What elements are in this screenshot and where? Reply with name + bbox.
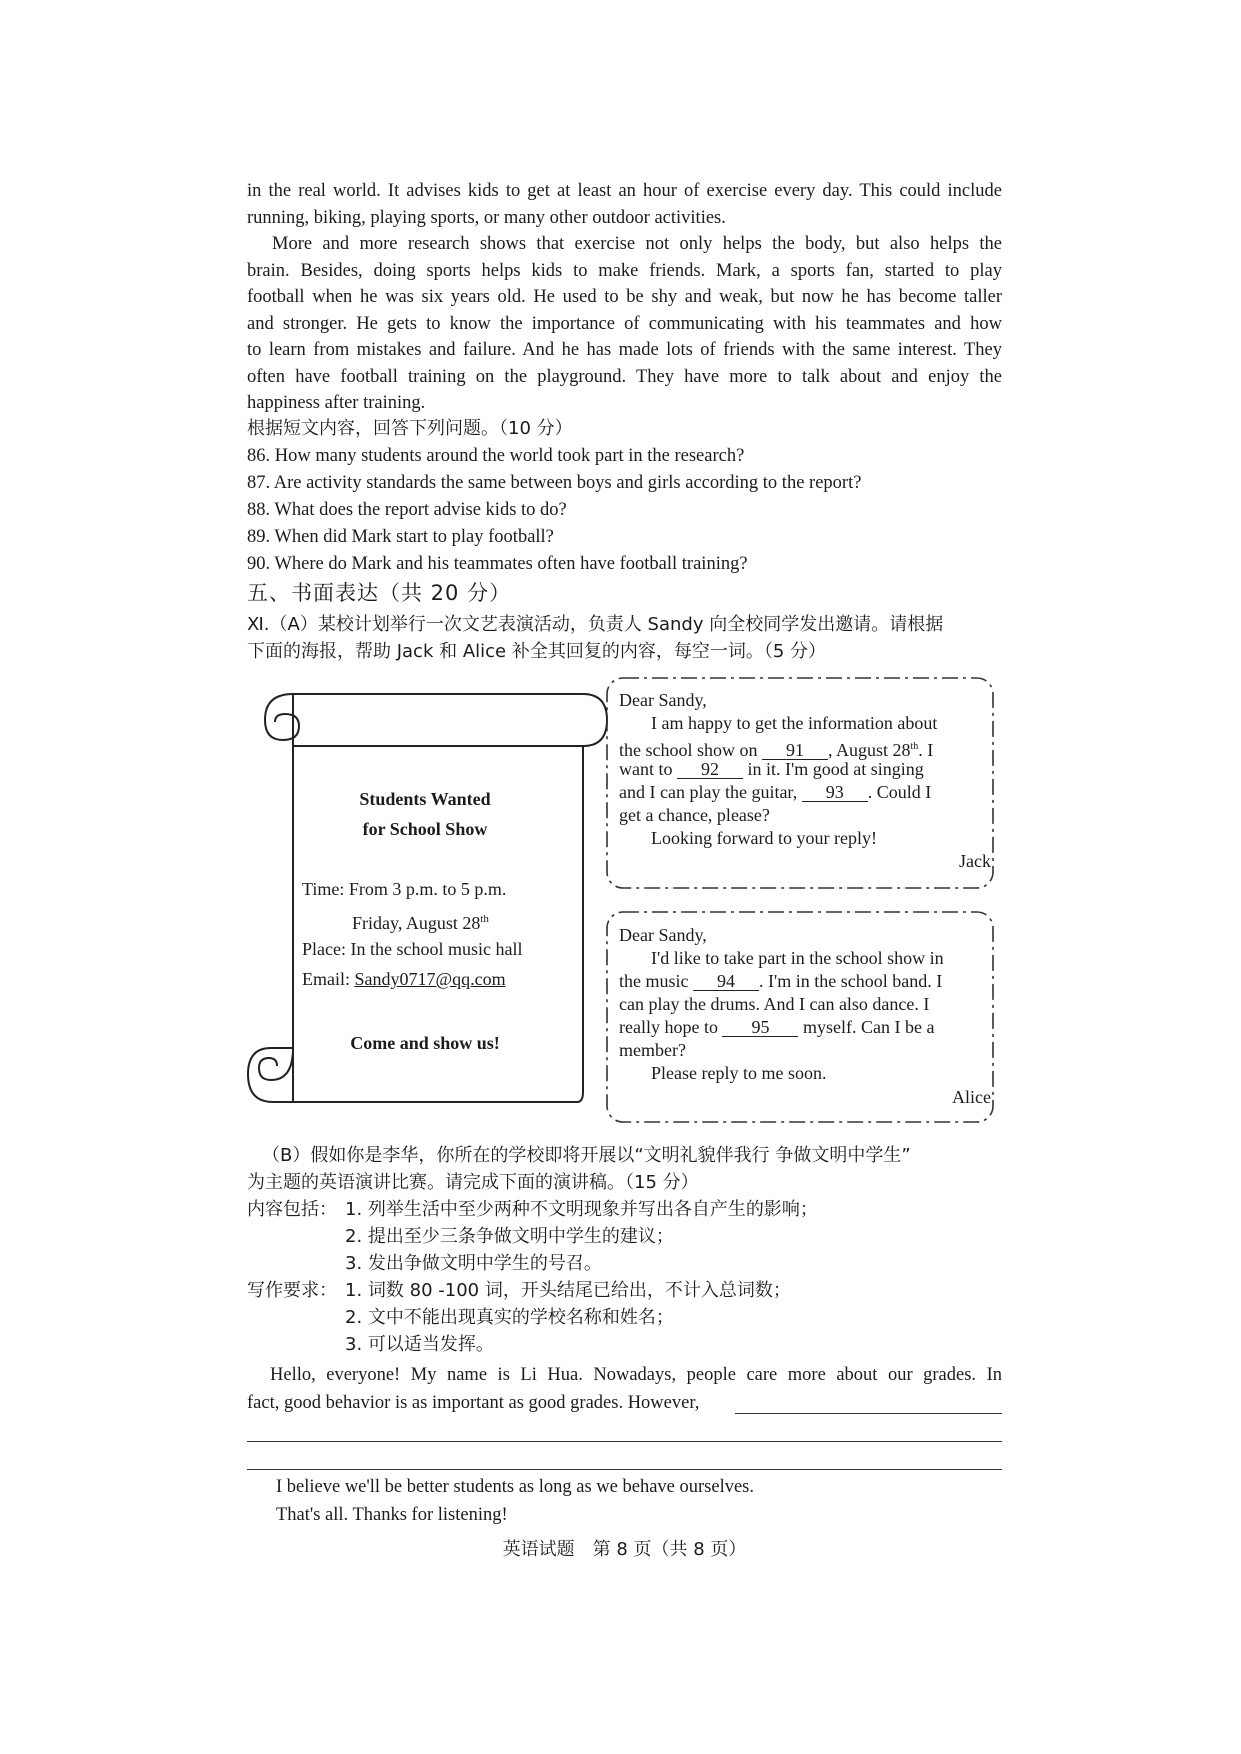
jack-line-text: in it. I'm good at singing <box>747 759 924 779</box>
poster-slogan: Come and show us! <box>350 1033 500 1053</box>
content-item: 1. 列举生活中至少两种不文明现象并写出各自产生的影响； <box>345 1199 818 1220</box>
poster-place: Place: In the school music hall <box>302 939 523 959</box>
jack-line-text: and I can play the guitar, <box>619 782 798 802</box>
essay-start: fact, good behavior is as important as good grades. However, <box>247 1393 700 1413</box>
content-label: 内容包括： <box>247 1199 337 1220</box>
alice-line-text: the music <box>619 971 689 991</box>
poster-email-label: Email: <box>302 969 355 989</box>
jack-line-text: , August 28 <box>828 740 911 760</box>
poster-email-link[interactable]: Sandy0717@qq.com <box>354 969 506 989</box>
part-b-instruction: 为主题的英语演讲比赛。请完成下面的演讲稿。（15 分） <box>247 1172 699 1193</box>
jack-line: I am happy to get the information about <box>651 713 938 733</box>
essay-start: Hello, everyone! My name is Li Hua. Nowadays, people care more about our grades. In <box>270 1365 1002 1385</box>
alice-line-text: . I'm in the school band. I <box>759 971 943 991</box>
question-90: 90. Where do Mark and his teammates often have football training? <box>247 554 748 574</box>
requirement-item: 1. 词数 80 -100 词，开头结尾已给出，不计入总词数； <box>345 1280 791 1301</box>
alice-line: I'd like to take part in the school show in <box>651 948 944 968</box>
passage-line: happiness after training. <box>247 393 426 413</box>
content-item: 3. 发出争做文明中学生的号召。 <box>345 1253 602 1274</box>
question-86: 86. How many students around the world took part in the research? <box>247 446 745 466</box>
essay-end: I believe we'll be better students as long as we behave ourselves. <box>276 1477 755 1497</box>
alice-line: member? <box>619 1040 686 1060</box>
alice-signature: Alice <box>952 1087 991 1107</box>
jack-greeting: Dear Sandy, <box>619 690 707 710</box>
alice-line <box>619 970 991 994</box>
passage-line: to learn from mistakes and failure. And he has made lots of friends with the same interest. They <box>247 340 1002 360</box>
jack-letter <box>605 676 995 890</box>
requirement-item: 3. 可以适当发挥。 <box>345 1334 494 1355</box>
question-instruction: 根据短文内容，回答下列问题。（10 分） <box>247 418 573 439</box>
passage-line: often have football training on the playground. They have more to talk about and enjoy the <box>247 367 1002 387</box>
alice-line: can play the drums. And I can also dance. I <box>619 994 930 1014</box>
blank-93[interactable]: 93 <box>802 783 868 802</box>
passage-line: and stronger. He gets to know the importance of communicating with his teammates and how <box>247 314 1002 334</box>
jack-line: get a chance, please? <box>619 805 770 825</box>
part-a-instruction: 下面的海报，帮助 Jack 和 Alice 补全其回复的内容，每空一词。（5 分） <box>247 641 827 662</box>
part-a-instruction: Ⅺ.（A）某校计划举行一次文艺表演活动，负责人 Sandy 向全校同学发出邀请。请根据 <box>247 614 944 635</box>
jack-signature: Jack <box>959 851 991 871</box>
essay-end: That's all. Thanks for listening! <box>276 1505 508 1525</box>
poster-date-sup: th <box>480 913 489 925</box>
poster-time: Time: From 3 p.m. to 5 p.m. <box>302 879 507 899</box>
writing-line[interactable] <box>247 1469 1002 1470</box>
poster-title: Students Wanted <box>359 789 491 809</box>
section-heading: 五、书面表达（共 20 分） <box>247 581 512 605</box>
passage-line: football when he was six years old. He used to be shy and weak, but now he has become taller <box>247 287 1002 307</box>
blank-95[interactable]: 95 <box>722 1018 798 1037</box>
jack-line-text: the school show on <box>619 740 758 760</box>
blank-94[interactable]: 94 <box>693 972 759 991</box>
poster-date <box>352 904 489 938</box>
blank-91[interactable]: 91 <box>762 741 828 760</box>
question-88: 88. What does the report advise kids to do? <box>247 500 567 520</box>
passage-line: brain. Besides, doing sports helps kids to make friends. Mark, a sports fan, started to play <box>247 261 1002 281</box>
alice-line: Please reply to me soon. <box>651 1063 827 1083</box>
requirement-label: 写作要求： <box>247 1280 337 1301</box>
alice-line-text: really hope to <box>619 1017 718 1037</box>
part-b-instruction: （B）假如你是李华，你所在的学校即将开展以“文明礼貌伴我行 争做文明中学生” <box>262 1145 911 1166</box>
jack-line: Looking forward to your reply! <box>651 828 877 848</box>
passage-line: More and more research shows that exercise not only helps the body, but also helps the <box>272 234 1002 254</box>
jack-line <box>619 758 991 782</box>
question-87: 87. Are activity standards the same between boys and girls according to the report? <box>247 473 862 493</box>
writing-line[interactable] <box>247 1441 1002 1442</box>
jack-line-text: want to <box>619 759 673 779</box>
content-item: 2. 提出至少三条争做文明中学生的建议； <box>345 1226 674 1247</box>
poster-email <box>302 964 506 994</box>
alice-greeting: Dear Sandy, <box>619 925 707 945</box>
poster-date-text: Friday, August 28 <box>352 913 481 933</box>
jack-line <box>619 781 991 805</box>
alice-letter <box>605 910 995 1124</box>
blank-92[interactable]: 92 <box>677 760 743 779</box>
poster-title: for School Show <box>362 819 488 839</box>
page-footer: 英语试题 第 8 页（共 8 页） <box>502 1539 747 1560</box>
writing-line[interactable] <box>735 1413 1002 1414</box>
alice-line <box>619 1016 991 1040</box>
question-89: 89. When did Mark start to play football? <box>247 527 554 547</box>
passage-line: running, biking, playing sports, or many other outdoor activities. <box>247 208 726 228</box>
passage-line: in the real world. It advises kids to get at least an hour of exercise every day. This could include <box>247 181 1002 201</box>
jack-line-text: . I <box>918 740 934 760</box>
requirement-item: 2. 文中不能出现真实的学校名称和姓名； <box>345 1307 674 1328</box>
jack-line-text: . Could I <box>867 782 932 802</box>
jack-date-sup: th <box>910 741 919 752</box>
alice-line-text: myself. Can I be a <box>802 1017 935 1037</box>
